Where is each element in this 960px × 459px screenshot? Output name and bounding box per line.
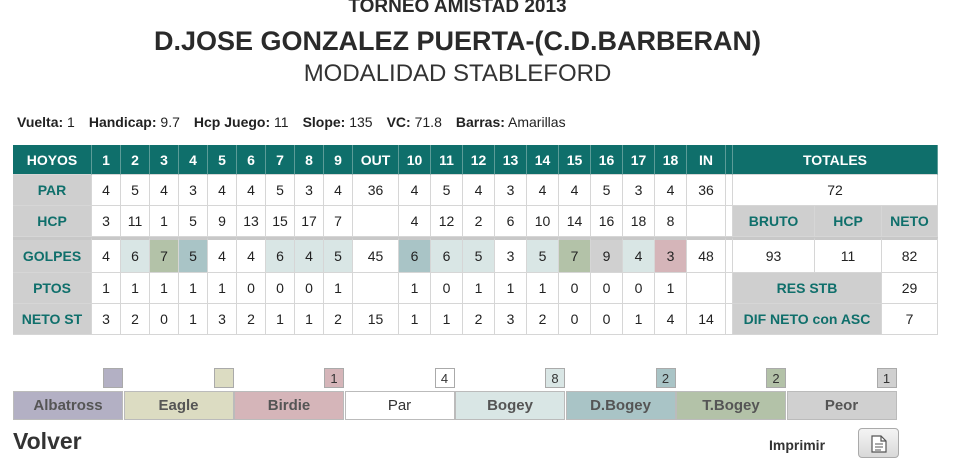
score-cell: 4 xyxy=(655,304,687,335)
col-header: 6 xyxy=(237,145,266,175)
col-header: IN xyxy=(687,145,726,175)
info-item xyxy=(17,114,75,130)
legend-count: 1 xyxy=(877,368,897,388)
info-value: 1 xyxy=(67,114,75,130)
score-cell: 36 xyxy=(687,175,726,206)
score-cell: 4 xyxy=(559,175,591,206)
info-item xyxy=(194,114,289,130)
score-cell: 2 xyxy=(527,304,559,335)
spacer xyxy=(726,273,733,304)
legend-count xyxy=(103,368,123,388)
legend-item-tbogey xyxy=(676,368,786,420)
legend-item-dbogey xyxy=(566,368,676,420)
score-cell: 15 xyxy=(353,304,399,335)
info-label: Handicap: xyxy=(88,114,157,130)
spacer xyxy=(726,206,733,237)
score-cell: 4 xyxy=(324,175,353,206)
score-cell: 3 xyxy=(495,304,527,335)
score-cell: 0 xyxy=(266,273,295,304)
info-value: Amarillas xyxy=(508,114,566,130)
legend-count: 2 xyxy=(656,368,676,388)
hcp-value: 11 xyxy=(815,237,882,273)
legend-label: Albatross xyxy=(13,391,123,420)
score-cell: 5 xyxy=(179,237,208,273)
score-cell: 3 xyxy=(295,175,324,206)
score-cell: 0 xyxy=(591,273,623,304)
legend-label: Bogey xyxy=(455,391,565,420)
legend-item-birdie xyxy=(234,368,344,420)
legend-count: 4 xyxy=(435,368,455,388)
legend-label: T.Bogey xyxy=(676,391,786,420)
score-cell xyxy=(353,273,399,304)
score-cell: 36 xyxy=(353,175,399,206)
score-cell: 4 xyxy=(92,237,121,273)
col-header: 13 xyxy=(495,145,527,175)
col-header: 9 xyxy=(324,145,353,175)
score-cell: 7 xyxy=(150,237,179,273)
round-info xyxy=(17,114,580,130)
col-header: 14 xyxy=(527,145,559,175)
score-cell: 2 xyxy=(463,206,495,237)
score-cell: 1 xyxy=(208,273,237,304)
row-label: NETO ST xyxy=(13,304,92,335)
score-cell: 5 xyxy=(591,175,623,206)
col-header: 1 xyxy=(92,145,121,175)
score-cell: 5 xyxy=(324,237,353,273)
score-cell: 3 xyxy=(92,206,121,237)
score-cell: 5 xyxy=(431,175,463,206)
score-cell: 0 xyxy=(431,273,463,304)
score-cell: 1 xyxy=(399,304,431,335)
score-cell: 16 xyxy=(591,206,623,237)
score-cell: 2 xyxy=(463,304,495,335)
score-cell: 14 xyxy=(559,206,591,237)
score-cell: 3 xyxy=(495,175,527,206)
row-label: HCP xyxy=(13,206,92,237)
score-cell: 0 xyxy=(623,273,655,304)
totals-header: TOTALES xyxy=(733,145,938,175)
info-item xyxy=(387,114,442,130)
score-cell xyxy=(687,206,726,237)
score-cell: 1 xyxy=(121,273,150,304)
score-cell: 1 xyxy=(495,273,527,304)
score-cell: 0 xyxy=(591,304,623,335)
score-cell: 2 xyxy=(237,304,266,335)
score-cell: 1 xyxy=(295,304,324,335)
legend-count: 8 xyxy=(545,368,565,388)
col-header: HOYOS xyxy=(13,145,92,175)
neto-label: NETO xyxy=(882,206,938,237)
row-ptos xyxy=(13,273,938,304)
score-cell: 3 xyxy=(208,304,237,335)
score-cell: 13 xyxy=(237,206,266,237)
score-cell: 0 xyxy=(559,304,591,335)
score-cell: 1 xyxy=(266,304,295,335)
row-label: PTOS xyxy=(13,273,92,304)
score-cell: 4 xyxy=(463,175,495,206)
score-cell: 0 xyxy=(559,273,591,304)
dif-neto-label: DIF NETO con ASC xyxy=(733,304,882,335)
res-stb-value: 29 xyxy=(882,273,938,304)
res-stb-label: RES STB xyxy=(733,273,882,304)
col-header: 4 xyxy=(179,145,208,175)
col-header: 15 xyxy=(559,145,591,175)
score-cell: 6 xyxy=(495,206,527,237)
score-cell: 18 xyxy=(623,206,655,237)
score-cell: 4 xyxy=(399,175,431,206)
score-cell: 2 xyxy=(121,304,150,335)
score-cell: 3 xyxy=(623,175,655,206)
info-value: 11 xyxy=(274,114,289,130)
score-cell xyxy=(687,273,726,304)
col-header: OUT xyxy=(353,145,399,175)
score-cell: 10 xyxy=(527,206,559,237)
header-row xyxy=(13,145,938,175)
col-header: 2 xyxy=(121,145,150,175)
score-cell: 12 xyxy=(431,206,463,237)
score-cell: 5 xyxy=(463,237,495,273)
spacer xyxy=(726,304,733,335)
info-label: Vuelta: xyxy=(17,114,64,130)
score-cell: 4 xyxy=(623,237,655,273)
info-label: Barras: xyxy=(455,114,505,130)
legend-item-albatross xyxy=(13,368,123,420)
col-header: 8 xyxy=(295,145,324,175)
score-cell: 6 xyxy=(121,237,150,273)
row-hcp xyxy=(13,206,938,237)
legend-item-bogey xyxy=(455,368,565,420)
document-icon xyxy=(871,435,887,453)
score-cell: 6 xyxy=(431,237,463,273)
score-cell: 14 xyxy=(687,304,726,335)
player-name: D.JOSE GONZALEZ PUERTA-(C.D.BARBERAN) xyxy=(154,26,761,56)
tournament-title: TORNEO AMISTAD 2013 xyxy=(348,0,567,17)
score-cell: 45 xyxy=(353,237,399,273)
score-cell: 1 xyxy=(527,273,559,304)
row-neto-st xyxy=(13,304,938,335)
col-header: 7 xyxy=(266,145,295,175)
score-cell: 9 xyxy=(591,237,623,273)
info-item xyxy=(456,114,566,130)
bruto-label: BRUTO xyxy=(733,206,815,237)
score-cell: 1 xyxy=(431,304,463,335)
print-button[interactable] xyxy=(858,428,899,458)
score-cell: 4 xyxy=(92,175,121,206)
col-header: 16 xyxy=(591,145,623,175)
legend-item-peor xyxy=(787,368,897,420)
legend-label: Birdie xyxy=(234,391,344,420)
info-label: Hcp Juego: xyxy=(193,114,271,130)
score-cell: 15 xyxy=(266,206,295,237)
legend-count: 1 xyxy=(324,368,344,388)
score-cell: 1 xyxy=(150,273,179,304)
info-value: 71.8 xyxy=(414,114,442,130)
score-cell: 0 xyxy=(150,304,179,335)
score-cell: 1 xyxy=(463,273,495,304)
score-cell: 0 xyxy=(295,273,324,304)
col-header: 3 xyxy=(150,145,179,175)
score-cell: 2 xyxy=(324,304,353,335)
row-label: PAR xyxy=(13,175,92,206)
spacer xyxy=(726,145,733,175)
legend-item-par xyxy=(345,368,455,420)
score-cell: 6 xyxy=(399,237,431,273)
bruto-value: 93 xyxy=(733,237,815,273)
info-value: 135 xyxy=(349,114,373,130)
par-total: 72 xyxy=(733,175,938,206)
score-cell: 3 xyxy=(495,237,527,273)
score-cell: 4 xyxy=(527,175,559,206)
score-cell: 1 xyxy=(399,273,431,304)
info-label: Slope: xyxy=(302,114,346,130)
col-header: 10 xyxy=(399,145,431,175)
score-cell: 4 xyxy=(150,175,179,206)
col-header: 11 xyxy=(431,145,463,175)
info-item xyxy=(303,114,373,130)
score-cell: 5 xyxy=(179,206,208,237)
score-cell: 4 xyxy=(208,175,237,206)
spacer xyxy=(726,175,733,206)
score-cell: 6 xyxy=(266,237,295,273)
legend-item-eagle xyxy=(124,368,234,420)
score-cell: 1 xyxy=(179,273,208,304)
legend-label: Eagle xyxy=(124,391,234,420)
row-golpes xyxy=(13,237,938,273)
score-cell xyxy=(353,206,399,237)
legend-label: Par xyxy=(345,391,455,420)
score-cell: 11 xyxy=(121,206,150,237)
neto-value: 82 xyxy=(882,237,938,273)
info-item xyxy=(89,114,180,130)
score-cell: 1 xyxy=(150,206,179,237)
score-cell: 3 xyxy=(655,237,687,273)
legend-count xyxy=(214,368,234,388)
score-cell: 7 xyxy=(559,237,591,273)
score-cell: 3 xyxy=(92,304,121,335)
row-par xyxy=(13,175,938,206)
score-cell: 4 xyxy=(655,175,687,206)
score-cell: 5 xyxy=(266,175,295,206)
score-cell: 1 xyxy=(324,273,353,304)
imprimir-label[interactable]: Imprimir xyxy=(769,437,826,453)
info-value: 9.7 xyxy=(160,114,180,130)
score-cell: 7 xyxy=(324,206,353,237)
score-cell: 4 xyxy=(208,237,237,273)
score-cell: 4 xyxy=(237,237,266,273)
row-label: GOLPES xyxy=(13,237,92,273)
legend-count: 2 xyxy=(766,368,786,388)
score-cell: 1 xyxy=(179,304,208,335)
score-cell: 5 xyxy=(121,175,150,206)
score-cell: 5 xyxy=(527,237,559,273)
score-cell: 0 xyxy=(237,273,266,304)
game-mode: MODALIDAD STABLEFORD xyxy=(303,60,612,87)
col-header: 17 xyxy=(623,145,655,175)
legend-label: D.Bogey xyxy=(566,391,676,420)
dif-neto-value: 7 xyxy=(882,304,938,335)
score-legend xyxy=(13,368,897,420)
col-header: 12 xyxy=(463,145,495,175)
volver-link[interactable]: Volver xyxy=(13,428,82,454)
legend-label: Peor xyxy=(787,391,897,420)
hcp-label: HCP xyxy=(815,206,882,237)
col-header: 5 xyxy=(208,145,237,175)
score-cell: 1 xyxy=(92,273,121,304)
score-cell: 3 xyxy=(179,175,208,206)
score-cell: 4 xyxy=(295,237,324,273)
score-cell: 1 xyxy=(623,304,655,335)
score-cell: 4 xyxy=(399,206,431,237)
scorecard-table xyxy=(13,145,938,335)
score-cell: 4 xyxy=(237,175,266,206)
score-cell: 48 xyxy=(687,237,726,273)
score-cell: 9 xyxy=(208,206,237,237)
spacer xyxy=(726,237,733,273)
score-cell: 1 xyxy=(655,273,687,304)
info-label: VC: xyxy=(386,114,411,130)
score-cell: 17 xyxy=(295,206,324,237)
score-cell: 8 xyxy=(655,206,687,237)
col-header: 18 xyxy=(655,145,687,175)
